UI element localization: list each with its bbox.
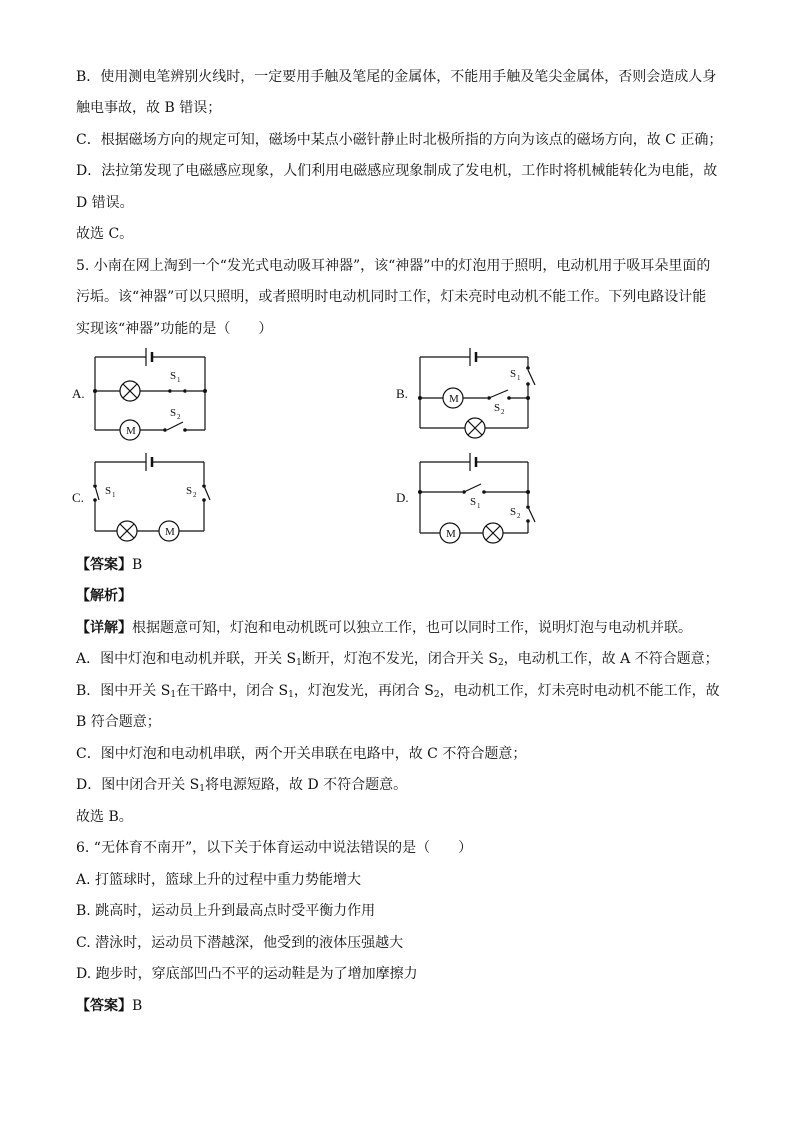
explanation-d: D．图中闭合开关 $S_1$将电源短路，故 D 不符合题意。 [76, 777, 408, 794]
switch-s2-label: S [170, 407, 177, 419]
svg-text:1: 1 [177, 376, 181, 384]
option-d-label: D. [396, 490, 409, 505]
detail-line: 【详解】根据题意可知，灯泡和电动机既可以独立工作，也可以同时工作，说明灯泡与电动机并联。 [76, 620, 692, 636]
question-6-stem: 6. “无体育不南开”，以下关于体育运动中说法错误的是（ ） [76, 840, 473, 856]
question-5-stem: 5. 小南在网上淘到一个“发光式电动吸耳神器”，该“神器”中的灯泡用于照明，电动机用于吸耳朵里面的 [76, 258, 711, 274]
question-5-stem: 污垢。该“神器”可以只照明，或者照明时电动机同时工作，灯未亮时电动机不能工作。下列电路设计能 [76, 289, 707, 305]
text-line: B．使用测电笔辨别火线时，一定要用手触及笔尾的金属体，不能用手触及笔尖金属体，否则会造成人身 [76, 69, 717, 85]
motor-label: M [165, 526, 175, 538]
svg-text:2: 2 [177, 413, 181, 421]
conclusion-line: 故选 B。 [76, 809, 133, 825]
motor-label: M [126, 425, 136, 437]
analysis-label: 【解析】 [76, 588, 132, 604]
explanation-c: C．图中灯泡和电动机串联，两个开关串联在电路中，故 C 不符合题意； [76, 746, 527, 762]
switch-s1-label: S [470, 496, 477, 508]
text-line: 触电事故，故 B 错误； [76, 100, 222, 116]
option-b-label: B. [396, 386, 408, 401]
svg-text:2: 2 [501, 408, 505, 416]
explanation-b: B．图中开关 $S_1$在干路中，闭合 $S_1$，灯泡发光，再闭合 $S_2$，电动机工作，灯未亮时电动机不能工作，故 [76, 683, 720, 700]
switch-s1-label: S [170, 370, 177, 382]
option-c-label: C. [72, 490, 84, 505]
question-5-stem: 实现该“神器”功能的是（ ） [76, 321, 273, 337]
motor-label: M [449, 393, 459, 405]
svg-text:2: 2 [517, 512, 521, 520]
switch-s1-label: S [510, 368, 517, 380]
svg-text:1: 1 [517, 374, 521, 382]
switch-s2-label: S [494, 402, 501, 414]
question-6-option-b: B. 跳高时，运动员上升到最高点时受平衡力作用 [76, 903, 376, 919]
text-line: D 错误。 [76, 195, 134, 211]
text-line: C．根据磁场方向的规定可知，磁场中某点小磁针静止时北极所指的方向为该点的磁场方向，故 C 正确； [76, 132, 723, 148]
answer-line: 【答案】B [76, 557, 143, 573]
text-line: D．法拉第发现了电磁感应现象，人们利用电磁感应现象制成了发电机，工作时将机械能转化为电能，故 [76, 163, 718, 179]
question-6-option-a: A. 打篮球时，篮球上升的过程中重力势能增大 [76, 872, 362, 888]
text-line: 故选 C。 [76, 226, 134, 242]
svg-text:1: 1 [112, 491, 116, 499]
switch-s2-label: S [186, 485, 193, 497]
switch-s1-label: S [105, 485, 112, 497]
explanation-b-cont: B 符合题意； [76, 714, 161, 730]
option-a-label: A. [72, 386, 85, 401]
explanation-a: A．图中灯泡和电动机并联，开关 $S_1$断开，灯泡不发光，闭合开关 $S_2$，电动机工作，故 A 不符合题意； [76, 651, 719, 668]
switch-s2-label: S [510, 506, 517, 518]
motor-label: M [446, 528, 456, 540]
answer-line: 【答案】B [76, 998, 143, 1014]
question-6-option-d: D. 跑步时，穿底部凹凸不平的运动鞋是为了增加摩擦力 [76, 966, 418, 982]
svg-text:2: 2 [193, 491, 197, 499]
question-6-option-c: C. 潜泳时，运动员下潜越深，他受到的液体压强越大 [76, 935, 404, 951]
svg-text:1: 1 [477, 502, 481, 510]
